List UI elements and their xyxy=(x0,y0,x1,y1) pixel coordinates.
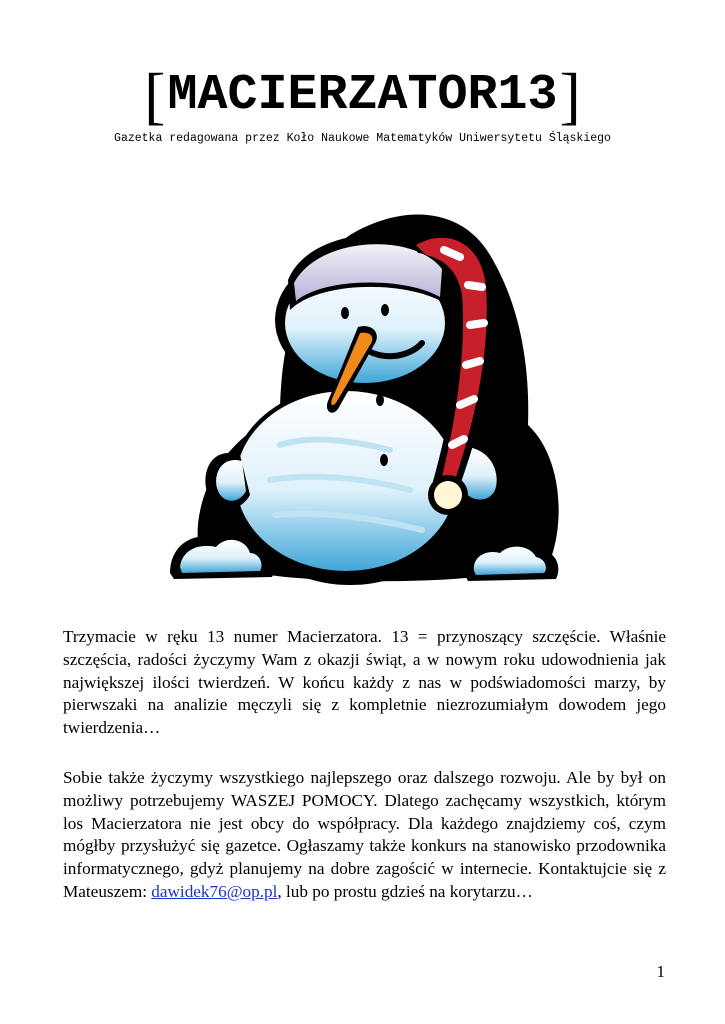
paragraph-greeting: Trzymacie w ręku 13 numer Macierzatora. 13 = przynoszący szczęście. Właśnie szczęścia, radości życzymy Wam z okazji świąt, a w nowym roku udowodnienia jak największej ilości twierdzeń. W końcu każdy z nas w podświadomości marzy, by pierwszaki na analizie męczyli się z kompletnie niezrozumiałym dowodem jego twierdzenia… xyxy=(63,627,666,738)
newsletter-subtitle: Gazetka redagowana przez Koło Naukowe Matematyków Uniwersytetu Śląskiego xyxy=(114,132,611,145)
newsletter-title xyxy=(144,60,581,131)
snowman-icon xyxy=(160,195,570,595)
paragraph-call-for-help-text: Sobie także życzymy wszystkiego najlepszego oraz dalszego rozwoju. Ale by był on możliwy potrzebujemy WASZEJ POMOCY. Dlatego zachęcamy wszystkich, którym los Macierzatora nie jest obcy do współpracy. Dla każdego znajdziemy coś, czym mógłby przysłużyć się gazetce. Ogłaszamy także konkurs na stanowisko przodownika informatycznego, gdyż planujemy na dobre zagościć w internecie. Kontaktujcie się z Mateuszem: xyxy=(63,768,666,901)
masthead xyxy=(0,60,725,145)
title-text: MACIERZATOR13 xyxy=(167,67,558,124)
page-number: 1 xyxy=(656,962,665,981)
title-bracket-open: [ xyxy=(144,60,166,131)
contact-email-link[interactable]: dawidek76@op.pl xyxy=(151,881,278,901)
title-bracket-close: ] xyxy=(559,60,581,131)
paragraph-call-for-help-tail: , lub po prostu gdzieś na korytarzu… xyxy=(277,881,533,901)
paragraph-call-for-help xyxy=(63,767,666,904)
